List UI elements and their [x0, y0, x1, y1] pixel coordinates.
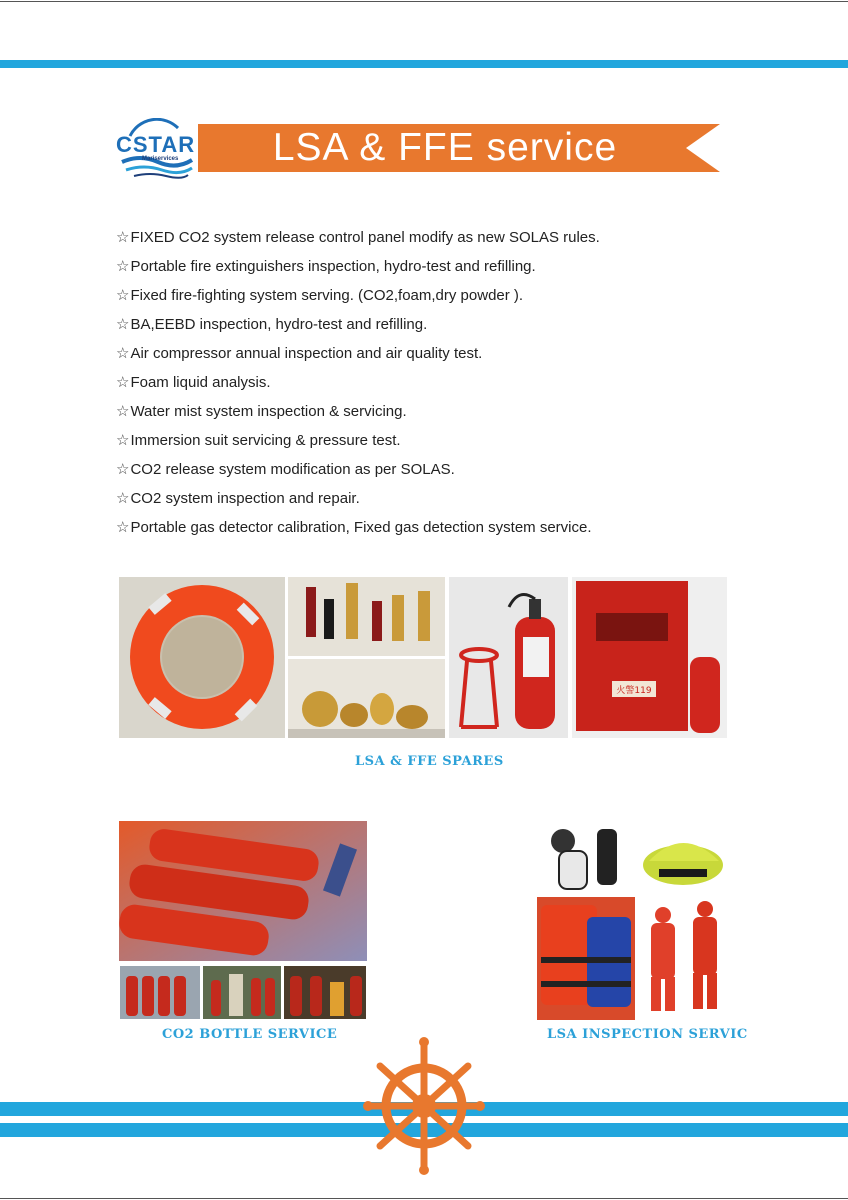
service-item: ☆FIXED CO2 system release control panel modify as new SOLAS rules.	[116, 229, 600, 246]
star-bullet-icon: ☆	[116, 287, 130, 304]
co2-room-photo-1	[120, 966, 200, 1019]
brass-fittings-photo	[288, 659, 445, 738]
co2-caption: CO2 BOTTLE SERVICE	[162, 1027, 338, 1042]
star-bullet-icon: ☆	[116, 229, 130, 246]
service-item: ☆Immersion suit servicing & pressure test.	[116, 432, 401, 449]
immersion-suits-photo	[639, 897, 727, 1020]
service-item: ☆Portable gas detector calibration, Fixed gas detection system service.	[116, 519, 592, 536]
co2-room-photo-3	[284, 966, 366, 1019]
breathing-apparatus-photo	[537, 821, 635, 893]
star-bullet-icon: ☆	[116, 403, 130, 420]
star-bullet-icon: ☆	[116, 519, 130, 536]
star-bullet-icon: ☆	[116, 345, 130, 362]
top-edge-line	[0, 1, 848, 2]
service-item: ☆Portable fire extinguishers inspection, hydro-test and refilling.	[116, 258, 536, 275]
star-bullet-icon: ☆	[116, 490, 130, 507]
ship-wheel-icon	[362, 1036, 486, 1176]
star-bullet-icon: ☆	[116, 461, 130, 478]
star-bullet-icon: ☆	[116, 316, 130, 333]
nozzles-photo	[288, 577, 445, 656]
life-jackets-photo	[537, 897, 635, 1020]
top-band	[0, 60, 848, 68]
service-item: ☆Water mist system inspection & servicing.	[116, 403, 407, 420]
co2-bottles-photo	[119, 821, 367, 961]
service-item: ☆BA,EEBD inspection, hydro-test and refilling.	[116, 316, 428, 333]
lsa-caption: LSA INSPECTION SERVIC	[547, 1027, 748, 1042]
cabinet-label: 火警119	[616, 686, 652, 696]
lifebuoy-photo	[119, 577, 285, 738]
star-bullet-icon: ☆	[116, 432, 130, 449]
co2-room-photo-2	[203, 966, 281, 1019]
extinguisher-cabinet-photo	[572, 577, 727, 738]
star-bullet-icon: ☆	[116, 374, 130, 391]
liferaft-photo	[639, 821, 727, 893]
service-item: ☆CO2 system inspection and repair.	[116, 490, 360, 507]
logo-subtext: Mariservices	[142, 156, 179, 162]
service-list	[116, 223, 600, 542]
extinguisher-photo	[449, 577, 568, 738]
service-item: ☆CO2 release system modification as per SOLAS.	[116, 461, 455, 478]
spares-caption: LSA & FFE SPARES	[355, 754, 504, 769]
star-bullet-icon: ☆	[116, 258, 130, 275]
logo-wordmark: CSTAR	[116, 132, 196, 157]
company-logo	[116, 118, 194, 180]
service-item: ☆Foam liquid analysis.	[116, 374, 271, 391]
page-title: LSA & FFE service	[272, 126, 618, 169]
service-item: ☆Fixed fire-fighting system serving. (CO2,foam,dry powder ).	[116, 287, 524, 304]
service-item: ☆Air compressor annual inspection and air quality test.	[116, 345, 483, 362]
bottom-edge-line	[0, 1198, 848, 1199]
